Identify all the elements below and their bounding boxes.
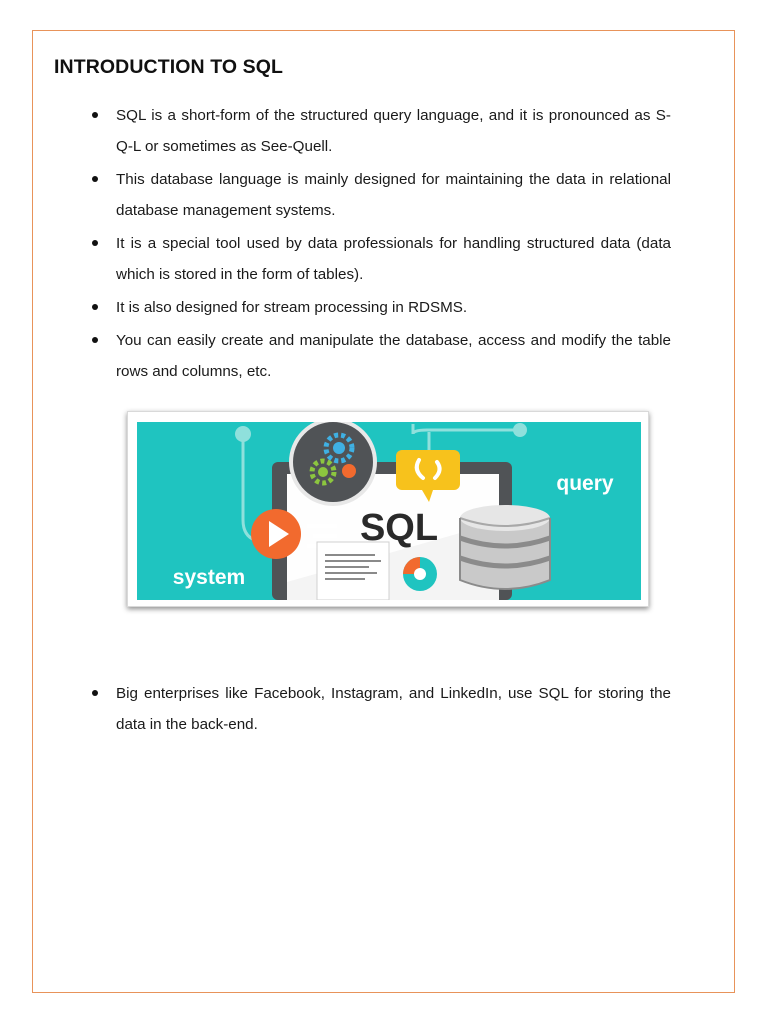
bullet-icon <box>92 304 98 310</box>
list-item <box>91 292 671 323</box>
list-item <box>91 228 671 290</box>
sql-label: SQL <box>359 507 439 549</box>
bullet-icon <box>92 240 98 246</box>
bullet-icon <box>92 112 98 118</box>
list-item-text: Big enterprises like Facebook, Instagram, and LinkedIn, use SQL for storing the data in the back-end. <box>116 685 671 733</box>
document-icon <box>317 542 389 600</box>
play-icon <box>251 509 301 559</box>
list-item-text: You can easily create and manipulate the database, access and modify the table rows and columns, etc. <box>116 332 671 380</box>
list-item-text: It is also designed for stream processing in RDSMS. <box>116 299 468 316</box>
list-item <box>91 164 671 226</box>
connector-node <box>513 423 527 437</box>
list-item-text: This database language is mainly designed for maintaining the data in relational database management systems. <box>116 171 671 219</box>
connector-node <box>235 426 251 442</box>
list-item <box>91 325 671 387</box>
gears-icon <box>291 422 375 504</box>
bullet-icon <box>92 690 98 696</box>
pie-chart-icon <box>403 557 437 591</box>
database-icon <box>460 505 550 589</box>
query-label: query <box>556 472 614 495</box>
sql-illustration <box>127 411 649 607</box>
page-title: INTRODUCTION TO SQL <box>54 56 284 78</box>
list-item <box>91 100 671 162</box>
bullet-list-bottom <box>91 678 671 742</box>
bullet-icon <box>92 337 98 343</box>
list-item-text: SQL is a short-form of the structured query language, and it is pronounced as S-Q-L or sometimes as See-Quell. <box>116 107 671 155</box>
bullet-list-top <box>91 100 671 389</box>
bullet-icon <box>92 176 98 182</box>
list-item-text: It is a special tool used by data professionals for handling structured data (data which is stored in the form of tables). <box>116 235 671 283</box>
sql-illustration-graphic <box>137 422 641 600</box>
list-item <box>91 678 671 740</box>
system-label: system <box>172 566 246 589</box>
